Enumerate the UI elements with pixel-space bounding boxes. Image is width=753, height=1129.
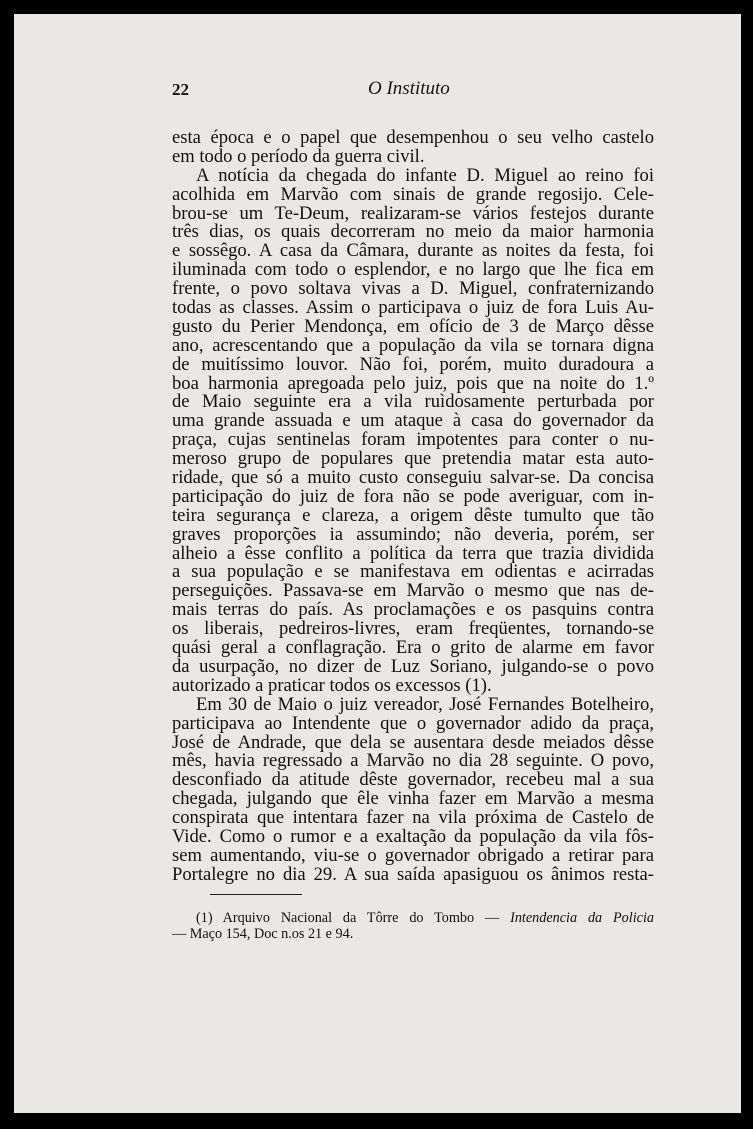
text-line: da usurpação, no dizer de Luz Soriano, julgando-se o povo (172, 655, 654, 677)
text-line: e sossêgo. A casa da Câmara, durante as noites da festa, foi (172, 240, 654, 262)
text-line: a sua população e se manifestava em odientas e acirradas (172, 561, 654, 583)
text-line: participação do juiz de fora não se pode averiguar, com in- (172, 485, 654, 507)
footnote-line (172, 910, 654, 926)
text-line: boa harmonia apregoada pelo juiz, pois que na noite do 1.º (172, 372, 654, 394)
text-line: perseguições. Passava-se em Marvão o mesmo que nas de- (172, 580, 654, 602)
body-text (172, 129, 654, 885)
text-line: uma grande assuada e um ataque à casa do governador da (172, 410, 654, 432)
text-line: desconfiado da atitude dêste governador, recebeu mal a sua (172, 769, 654, 791)
text-line: três dias, os quais decorreram no meio da maior harmonia (172, 221, 654, 243)
text-line: teira segurança e clareza, a origem dêste tumulto que tão (172, 504, 654, 526)
text-line: autorizado a praticar todos os excessos (1). (172, 674, 492, 696)
text-line: quási geral a conflagração. Era o grito de alarme em favor (172, 637, 654, 659)
text-line: de muitíssimo louvor. Não foi, porém, muito duradoura a (172, 353, 654, 375)
text-line: iluminada com todo o esplendor, e no largo que lhe fica em (172, 259, 654, 281)
footnote (172, 910, 654, 942)
footnote-source: (1) Arquivo Nacional da Tôrre do Tombo — (196, 910, 511, 926)
footnote-line: — Maço 154, Doc n.os 21 e 94. (172, 926, 354, 942)
text-line: acolhida em Marvão com sinais de grande regosijo. Cele- (172, 183, 654, 205)
text-line: de Maio seguinte era a vila ruìdosamente perturbada por (172, 391, 654, 413)
text-line: em todo o período da guerra civil. (172, 145, 425, 167)
text-line: José de Andrade, que dela se ausentara desde meiados dêsse (172, 731, 654, 753)
text-line: brou-se um Te-Deum, realizaram-se vários festejos durante (172, 202, 654, 224)
text-line: praça, cujas sentinelas foram impotentes para conter o nu- (172, 429, 654, 451)
text-line: Vide. Como o rumor e a exaltação da população da vila fôs- (172, 825, 654, 847)
text-line: ano, acrescentando que a população da vila se tornara digna (172, 334, 654, 356)
document-page (14, 14, 741, 1113)
text-line: os liberais, pedreiros-livres, eram freqüentes, tornando-se (172, 618, 654, 640)
text-line: gusto du Perier Mendonça, em ofício de 3 de Março dêsse (172, 315, 654, 337)
text-line: frente, o povo soltava vivas a D. Miguel, confraternizando (172, 278, 654, 300)
text-line: conspirata que intentara fazer na vila próxima de Castelo de (172, 807, 654, 829)
footnote-italic-title: Intendencia da Policia (510, 910, 654, 926)
text-line: sem aumentando, viu-se o governador obrigado a retirar para (172, 844, 654, 866)
text-line: Portalegre no dia 29. A sua saída apasiguou os ânimos resta- (172, 863, 654, 885)
text-line: todas as classes. Assim o participava o juiz de fora Luis Au- (172, 297, 654, 319)
running-header (172, 76, 652, 106)
text-line: alheio a êsse conflito a política da terra que trazia dividida (172, 542, 654, 564)
text-line: ridade, que só a muito custo conseguiu salvar-se. Da concisa (172, 467, 654, 489)
text-line: mais terras do país. As proclamações e os pasquins contra (172, 599, 654, 621)
text-line: chegada, julgando que êle vinha fazer em Marvão a mesma (172, 788, 654, 810)
running-title: O Instituto (368, 78, 450, 99)
text-line: esta época e o papel que desempenhou o seu velho castelo (172, 127, 654, 148)
text-line: A notícia da chegada do infante D. Miguel ao reino foi (196, 164, 654, 186)
page-number: 22 (172, 80, 189, 99)
text-line: mês, havia regressado a Marvão no dia 28 seguinte. O povo, (172, 750, 654, 772)
footnote-rule (210, 894, 302, 895)
text-line: graves proporções ia assumindo; não deveria, porém, ser (172, 523, 654, 545)
text-line: meroso grupo de populares que pretendia matar esta auto- (172, 448, 654, 470)
text-line: participava ao Intendente que o governador adido da praça, (172, 712, 654, 734)
text-line: Em 30 de Maio o juiz vereador, José Fernandes Botelheiro, (196, 693, 654, 715)
